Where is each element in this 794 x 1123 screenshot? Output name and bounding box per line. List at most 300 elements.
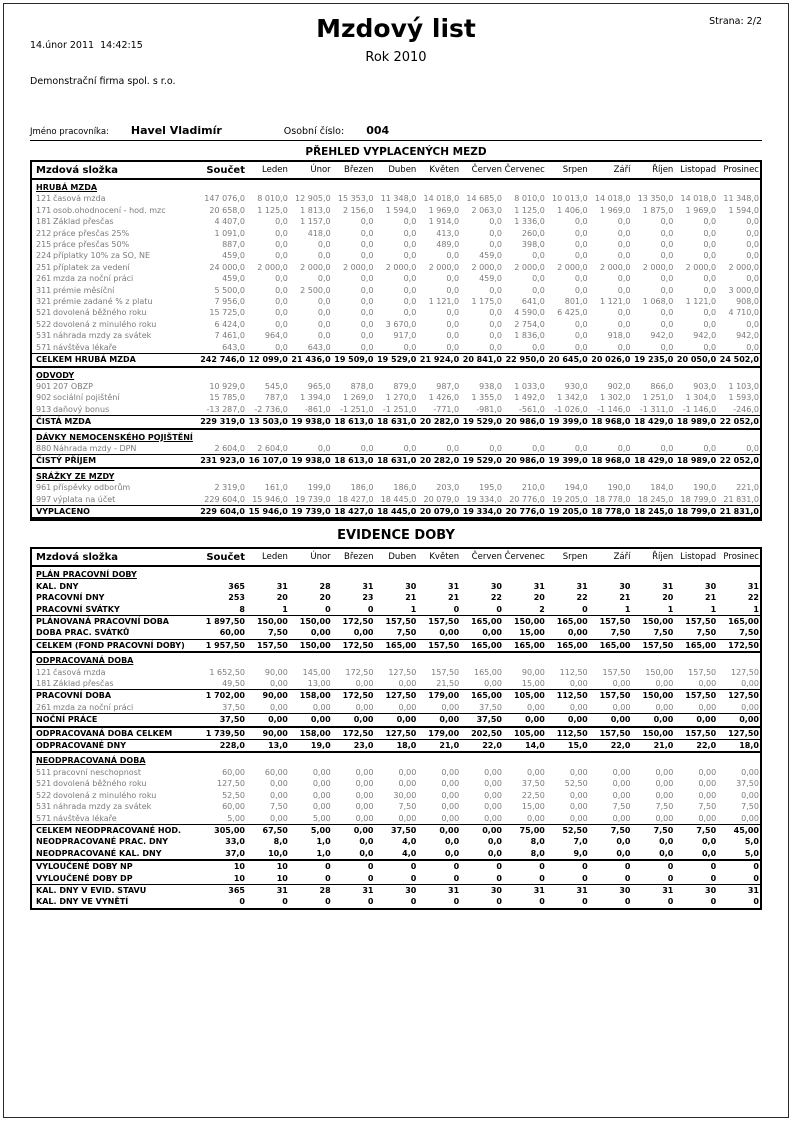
row-name: NEODPRACOVANÉ KAL. DNY bbox=[36, 848, 162, 858]
cell: 37,50 bbox=[219, 715, 245, 725]
cell: 1 593,0 bbox=[728, 393, 759, 403]
cell: 157,50 bbox=[256, 640, 288, 650]
cell: 8 010,0 bbox=[257, 194, 288, 204]
cell: 0,00 bbox=[698, 679, 717, 689]
row-name: sociální pojištění bbox=[53, 393, 120, 403]
cell: 14 018,0 bbox=[423, 194, 460, 204]
table-row bbox=[32, 801, 760, 812]
cell: -246,0 bbox=[733, 404, 759, 414]
cell bbox=[332, 755, 375, 766]
cell: 7,50 bbox=[696, 628, 717, 638]
table-row bbox=[32, 392, 760, 403]
cell: 0 bbox=[496, 873, 502, 883]
cell: 0,0 bbox=[360, 274, 374, 284]
cell: 18 445,0 bbox=[380, 494, 417, 504]
cell bbox=[503, 569, 546, 580]
cell: 1 bbox=[753, 604, 759, 614]
cell: 0,0 bbox=[489, 331, 502, 341]
cell: 21 831,0 bbox=[719, 506, 759, 516]
column-header: Prosinec bbox=[723, 552, 759, 563]
cell: 202,50 bbox=[471, 728, 502, 738]
row-label bbox=[32, 416, 182, 427]
cell: 90,00 bbox=[262, 728, 288, 738]
cell: 19 334,0 bbox=[462, 506, 502, 516]
cell: 0 bbox=[624, 862, 631, 872]
cell: 37,50 bbox=[476, 715, 502, 725]
column-header: Mzdová složka bbox=[36, 165, 119, 176]
cell: 1 969,0 bbox=[599, 205, 631, 215]
cell: 0,00 bbox=[398, 767, 417, 777]
cell: 31 bbox=[362, 581, 374, 591]
cell: 902,0 bbox=[607, 381, 631, 391]
cell: 0,0 bbox=[317, 274, 331, 284]
table-row bbox=[32, 884, 760, 896]
cell: 0 bbox=[453, 873, 460, 883]
cell: 172,50 bbox=[728, 640, 759, 650]
cell: 165,00 bbox=[599, 640, 631, 650]
cell bbox=[717, 655, 760, 666]
row-name: CELKEM HRUBÁ MZDA bbox=[36, 355, 136, 365]
cell: 0,0 bbox=[746, 217, 759, 227]
cell: -1 251,0 bbox=[340, 404, 374, 414]
table-row bbox=[32, 415, 760, 429]
cell: 2 754,0 bbox=[514, 319, 545, 329]
cell: 0,00 bbox=[655, 779, 674, 789]
cell: 8 010,0 bbox=[514, 194, 545, 204]
cell bbox=[182, 655, 246, 666]
cell: 0,0 bbox=[360, 217, 374, 227]
page-title: Mzdový list bbox=[316, 14, 476, 43]
cell: 112,50 bbox=[556, 728, 588, 738]
cell: -1 026,0 bbox=[554, 404, 588, 414]
table-row bbox=[32, 381, 760, 392]
cell bbox=[503, 370, 546, 381]
cell: 0,00 bbox=[655, 813, 674, 823]
cell: 0,00 bbox=[612, 702, 631, 712]
cell: 0,0 bbox=[574, 274, 588, 284]
cell: 878,0 bbox=[350, 381, 374, 391]
cell: 0,00 bbox=[355, 790, 374, 800]
cell bbox=[589, 182, 632, 193]
cell: 31 bbox=[576, 581, 588, 591]
cell: 917,0 bbox=[393, 331, 417, 341]
cell bbox=[717, 432, 760, 443]
row-label bbox=[32, 569, 182, 580]
row-label bbox=[32, 330, 182, 341]
cell bbox=[589, 370, 632, 381]
cell: 20 776,0 bbox=[505, 506, 545, 516]
cell: 1 426,0 bbox=[428, 393, 460, 403]
cell: 0 bbox=[624, 873, 631, 883]
cell bbox=[546, 471, 589, 482]
cell: 18 427,0 bbox=[337, 494, 374, 504]
cell: 0,00 bbox=[569, 679, 588, 689]
table-row bbox=[32, 216, 760, 227]
cell: 0,0 bbox=[574, 443, 588, 453]
row-name: ODVODY bbox=[36, 370, 75, 380]
cell: 0,0 bbox=[489, 342, 502, 352]
cell: 147 076,0 bbox=[204, 194, 245, 204]
cell: 37,50 bbox=[521, 779, 545, 789]
cell bbox=[503, 655, 546, 666]
cell: 0,00 bbox=[655, 790, 674, 800]
row-label bbox=[32, 392, 182, 403]
cell: 22 bbox=[576, 593, 588, 603]
cell: 0,0 bbox=[489, 240, 502, 250]
cell: 0,00 bbox=[353, 825, 374, 835]
table-row bbox=[32, 250, 760, 261]
cell: 879,0 bbox=[393, 381, 417, 391]
cell: 938,0 bbox=[479, 381, 502, 391]
cell: 0 bbox=[367, 604, 374, 614]
row-name: CELKEM NEODPRACOVANÉ HOD. bbox=[36, 825, 182, 835]
cell: 19 529,0 bbox=[377, 355, 417, 365]
cell: 15,00 bbox=[521, 802, 545, 812]
cell: 0,0 bbox=[446, 443, 460, 453]
cell: 0,0 bbox=[617, 251, 631, 261]
cell: 0,0 bbox=[660, 319, 674, 329]
cell bbox=[246, 432, 289, 443]
cell: 0,0 bbox=[360, 342, 374, 352]
cell: 0,0 bbox=[617, 228, 631, 238]
cell: -861,0 bbox=[304, 404, 331, 414]
cell: 2 000,0 bbox=[514, 262, 545, 272]
cell: 965,0 bbox=[307, 381, 331, 391]
row-label bbox=[32, 239, 182, 250]
cell: 459,0 bbox=[222, 274, 245, 284]
cell bbox=[417, 655, 460, 666]
cell: 1 594,0 bbox=[385, 205, 417, 215]
cell: 0,0 bbox=[444, 837, 460, 847]
cell: 19 334,0 bbox=[466, 494, 502, 504]
cell: 0,00 bbox=[612, 779, 631, 789]
row-label bbox=[32, 455, 182, 466]
cell: 2 000,0 bbox=[599, 262, 631, 272]
row-label bbox=[32, 604, 182, 615]
cell: 0,0 bbox=[617, 308, 631, 318]
cell: 0,00 bbox=[355, 702, 374, 712]
row-code: 212 bbox=[36, 228, 52, 238]
row-name: 207 OBZP bbox=[53, 381, 93, 391]
cell: 0,0 bbox=[275, 308, 288, 318]
cell: 150,00 bbox=[513, 617, 545, 626]
cell: 0,0 bbox=[746, 342, 759, 352]
cell bbox=[246, 569, 289, 580]
cell: 10,0 bbox=[268, 848, 288, 858]
cell: 20 bbox=[276, 593, 288, 603]
cell: -981,0 bbox=[476, 404, 502, 414]
column-header: Říjen bbox=[652, 552, 674, 563]
cell: 18,0 bbox=[739, 741, 759, 751]
cell: 0,0 bbox=[317, 251, 331, 261]
cell: 8 bbox=[239, 604, 245, 614]
cell: 0,00 bbox=[698, 813, 717, 823]
cell: 1 813,0 bbox=[300, 205, 331, 215]
cell: 22 bbox=[747, 593, 759, 603]
cell: 172,50 bbox=[342, 640, 374, 650]
cell: 22,0 bbox=[696, 741, 717, 751]
cell: 0,0 bbox=[617, 240, 631, 250]
cell: 0,00 bbox=[610, 715, 631, 725]
cell: 0,00 bbox=[741, 813, 759, 823]
cell: 13,0 bbox=[268, 741, 288, 751]
table-row bbox=[32, 342, 760, 353]
cell bbox=[503, 755, 546, 766]
cell: 199,0 bbox=[307, 483, 331, 493]
cell: 18 427,0 bbox=[334, 506, 374, 516]
cell: 21 831,0 bbox=[723, 494, 759, 504]
cell: 165,00 bbox=[685, 640, 717, 650]
cell bbox=[674, 370, 717, 381]
cell: 157,50 bbox=[602, 667, 631, 677]
cell: 229 604,0 bbox=[200, 506, 245, 516]
table-row bbox=[32, 726, 760, 739]
cell: 0,0 bbox=[532, 285, 545, 295]
row-code: 997 bbox=[36, 494, 52, 504]
row-name: prémie měsíční bbox=[53, 285, 115, 295]
cell: 18 968,0 bbox=[591, 417, 631, 427]
cell: 0 bbox=[410, 862, 417, 872]
cell bbox=[332, 655, 375, 666]
cell: 787,0 bbox=[264, 393, 288, 403]
column-header: Duben bbox=[388, 165, 417, 175]
cell: 643,0 bbox=[307, 342, 331, 352]
cell: 7,50 bbox=[741, 802, 759, 812]
table-row bbox=[32, 592, 760, 603]
cell: 0,0 bbox=[617, 274, 631, 284]
cell: 1 121,0 bbox=[685, 297, 717, 307]
cell: 1,0 bbox=[316, 848, 331, 858]
cell: 413,0 bbox=[436, 228, 460, 238]
cell: 22,50 bbox=[521, 790, 545, 800]
cell bbox=[631, 432, 674, 443]
cell: 19 205,0 bbox=[548, 506, 588, 516]
cell: 0,00 bbox=[484, 790, 502, 800]
cell: 20 986,0 bbox=[505, 456, 545, 466]
cell: 0,0 bbox=[574, 217, 588, 227]
cell: 10 929,0 bbox=[209, 381, 245, 391]
cell: 0,0 bbox=[659, 837, 674, 847]
cell: 1 251,0 bbox=[642, 393, 674, 403]
row-name: KAL. DNY bbox=[36, 581, 79, 591]
cell: 1 957,50 bbox=[205, 640, 245, 650]
cell: 0,0 bbox=[275, 342, 288, 352]
row-label bbox=[32, 740, 182, 751]
cell: 4 590,0 bbox=[514, 308, 545, 318]
cell bbox=[717, 755, 760, 766]
cell: 1 269,0 bbox=[342, 393, 374, 403]
column-header: Květen bbox=[429, 552, 460, 563]
cell: 0 bbox=[325, 873, 331, 883]
header-title-block bbox=[316, 16, 476, 65]
row-name: práce přesčas 50% bbox=[53, 240, 130, 250]
cell: 150,00 bbox=[645, 667, 674, 677]
cell: 21 bbox=[619, 593, 631, 603]
cell: 0,0 bbox=[317, 308, 331, 318]
cell: 0,0 bbox=[574, 240, 588, 250]
cell: 10 bbox=[233, 862, 245, 872]
cell: 0,0 bbox=[360, 319, 374, 329]
cell bbox=[289, 370, 332, 381]
cell: 0,0 bbox=[617, 285, 631, 295]
cell: 964,0 bbox=[264, 331, 288, 341]
cell: 20 050,0 bbox=[676, 355, 717, 365]
row-name: mzda za noční práci bbox=[53, 702, 134, 712]
cell: 0 bbox=[239, 897, 245, 907]
cell: 0,0 bbox=[359, 837, 374, 847]
cell: 30 bbox=[619, 581, 631, 591]
cell: 20 bbox=[662, 593, 674, 603]
cell: 30,00 bbox=[393, 790, 417, 800]
cell: 801,0 bbox=[564, 297, 588, 307]
table-row bbox=[32, 848, 760, 861]
cell: 157,50 bbox=[688, 667, 717, 677]
cell: 8,0 bbox=[530, 848, 545, 858]
row-label bbox=[32, 690, 182, 701]
page-number: Strana: 2/2 bbox=[709, 16, 762, 27]
cell: 31 bbox=[576, 885, 588, 895]
cell: 0,0 bbox=[360, 297, 374, 307]
table-row bbox=[32, 689, 760, 701]
cell: 0,00 bbox=[741, 767, 759, 777]
cell: 0,00 bbox=[655, 702, 674, 712]
row-name: KAL. DNY VE VYNĚTÍ bbox=[36, 897, 129, 907]
cell: 195,0 bbox=[479, 483, 502, 493]
cell: 15 946,0 bbox=[252, 494, 288, 504]
table-row bbox=[32, 767, 760, 778]
row-label bbox=[32, 273, 182, 284]
cell: 0,0 bbox=[403, 217, 417, 227]
cell: 1 594,0 bbox=[728, 205, 759, 215]
cell: 0,0 bbox=[617, 342, 631, 352]
cell bbox=[374, 569, 417, 580]
paid-wages-table bbox=[30, 160, 762, 521]
cell: 2 319,0 bbox=[214, 483, 245, 493]
cell: 1 492,0 bbox=[514, 393, 545, 403]
cell: 150,00 bbox=[299, 617, 331, 626]
cell bbox=[374, 755, 417, 766]
cell bbox=[289, 182, 332, 193]
cell: 0,0 bbox=[360, 443, 374, 453]
cell: 1 bbox=[710, 604, 717, 614]
cell: 127,50 bbox=[728, 691, 759, 701]
cell: 0,00 bbox=[569, 767, 588, 777]
column-header: Červenec bbox=[504, 165, 545, 175]
cell bbox=[589, 755, 632, 766]
cell: 0,0 bbox=[574, 228, 588, 238]
cell: 0,0 bbox=[489, 217, 502, 227]
cell: 158,00 bbox=[299, 728, 331, 738]
cell: 31 bbox=[533, 581, 545, 591]
column-header: Součet bbox=[206, 165, 245, 176]
cell: 0,00 bbox=[441, 702, 460, 712]
cell: 184,0 bbox=[650, 483, 674, 493]
cell: 0,0 bbox=[317, 297, 331, 307]
cell: 1 bbox=[667, 604, 674, 614]
cell: 0,0 bbox=[746, 319, 759, 329]
cell: 7,50 bbox=[268, 628, 288, 638]
row-label bbox=[32, 250, 182, 261]
cell: 165,00 bbox=[513, 640, 545, 650]
cell: 18 613,0 bbox=[334, 456, 374, 466]
row-code: 880 bbox=[36, 443, 52, 453]
cell: 1 406,0 bbox=[557, 205, 588, 215]
row-label bbox=[32, 873, 182, 884]
cell bbox=[332, 182, 375, 193]
cell: 0 bbox=[753, 862, 759, 872]
cell: 0,00 bbox=[310, 715, 331, 725]
cell: 2 000,0 bbox=[728, 262, 759, 272]
cell: 0,00 bbox=[698, 702, 717, 712]
row-label bbox=[32, 494, 182, 505]
cell: -2 736,0 bbox=[254, 404, 288, 414]
cell: 165,00 bbox=[471, 640, 502, 650]
cell: 7 956,0 bbox=[214, 297, 245, 307]
cell: 105,00 bbox=[513, 691, 545, 701]
cell: 19 938,0 bbox=[291, 456, 331, 466]
row-label bbox=[32, 848, 182, 859]
cell: 172,50 bbox=[342, 617, 374, 626]
cell: 157,50 bbox=[599, 691, 631, 701]
cell: 10 bbox=[233, 873, 245, 883]
cell bbox=[546, 432, 589, 443]
cell: 21,0 bbox=[653, 741, 674, 751]
cell: 7 461,0 bbox=[214, 331, 245, 341]
cell: 0,0 bbox=[616, 837, 631, 847]
cell: 112,50 bbox=[559, 667, 588, 677]
cell: 1 033,0 bbox=[514, 381, 545, 391]
cell: 1 125,0 bbox=[257, 205, 288, 215]
row-label bbox=[32, 381, 182, 392]
cell: 37,50 bbox=[391, 825, 417, 835]
cell: 1 652,50 bbox=[209, 667, 245, 677]
cell: 0,0 bbox=[446, 319, 460, 329]
table-row bbox=[32, 273, 760, 284]
cell: 0,0 bbox=[446, 342, 460, 352]
cell: 22 950,0 bbox=[505, 355, 545, 365]
cell: 7,50 bbox=[398, 802, 417, 812]
column-header: Březen bbox=[344, 552, 374, 563]
cell: 0,0 bbox=[446, 274, 460, 284]
cell: 365 bbox=[228, 885, 245, 895]
cell: 127,50 bbox=[385, 728, 417, 738]
cell: 19 739,0 bbox=[295, 494, 331, 504]
cell bbox=[332, 471, 375, 482]
cell: 19 399,0 bbox=[548, 417, 588, 427]
table-header-row bbox=[32, 162, 760, 180]
cell: 0,00 bbox=[353, 715, 374, 725]
cell: 165,00 bbox=[728, 617, 759, 626]
payslip-page bbox=[3, 3, 789, 1118]
cell: 3 000,0 bbox=[728, 285, 759, 295]
cell: 52,50 bbox=[222, 790, 245, 800]
cell: 172,50 bbox=[345, 667, 374, 677]
cell: 13 503,0 bbox=[248, 417, 288, 427]
cell: 15,00 bbox=[521, 679, 545, 689]
row-name: ČISTÁ MZDA bbox=[36, 417, 92, 427]
cell: 0 bbox=[453, 604, 460, 614]
cell: 2 000,0 bbox=[300, 262, 331, 272]
cell: 908,0 bbox=[736, 297, 759, 307]
table-row bbox=[32, 627, 760, 638]
cell: 0,0 bbox=[574, 342, 588, 352]
table-row bbox=[32, 205, 760, 216]
row-code: 121 bbox=[36, 194, 52, 204]
row-label bbox=[32, 354, 182, 365]
cell: 0,0 bbox=[617, 319, 631, 329]
cell: 4,0 bbox=[402, 837, 417, 847]
cell: 0,00 bbox=[527, 702, 545, 712]
